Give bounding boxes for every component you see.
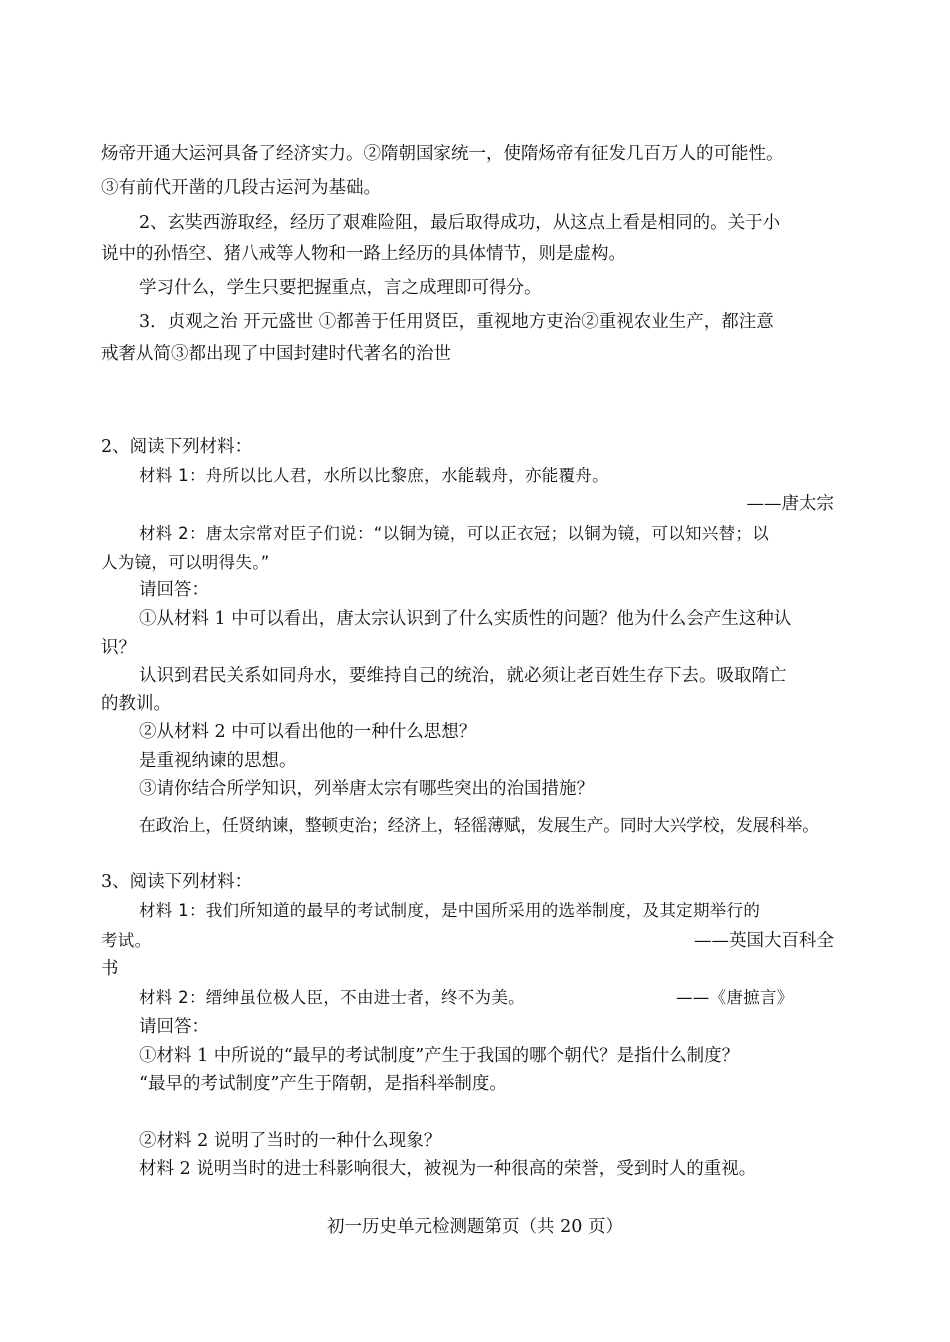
answer-text: 3．贞观之治 开元盛世 ①都善于任用贤臣，重视地方吏治②重视农业生产，都注意 — [139, 312, 774, 332]
section-heading: 3、阅读下列材料： — [101, 872, 253, 892]
prompt-text: 请回答： — [139, 580, 209, 600]
answer-note: 学习什么，学生只要把握重点，言之成理即可得分。 — [139, 278, 542, 298]
question-text: ②材料 2 说明了当时的一种什么现象？ — [139, 1131, 442, 1151]
material-text: 材料 1：舟所以比人君，水所以比黎庶，水能载舟，亦能覆舟。 — [139, 466, 609, 485]
material-text: 材料 2：唐太宗常对臣子们说：“以铜为镜，可以正衣冠；以铜为镜，可以知兴替；以 — [139, 524, 769, 543]
answer-text: 炀帝开通大运河具备了经济实力。②隋朝国家统一，使隋炀帝有征发几百万人的可能性。 — [101, 144, 784, 164]
answer-text: 认识到君民关系如同舟水，要维持自己的统治，就必须让老百姓生存下去。吸取隋亡 — [139, 666, 787, 686]
prompt-text: 请回答： — [139, 1017, 209, 1037]
question-text: ③请你结合所学知识，列举唐太宗有哪些突出的治国措施？ — [139, 779, 594, 799]
material-text: 材料 1：我们所知道的最早的考试制度，是中国所采用的选举制度，及其定期举行的 — [139, 901, 761, 920]
material-text: 考试。 — [101, 931, 152, 950]
question-text: ②从材料 2 中可以看出他的一种什么思想？ — [139, 722, 477, 742]
material-source: ——英国大百科全 — [694, 931, 834, 951]
material-text: 人为镜，可以明得失。” — [101, 553, 270, 572]
answer-text: 是重视纳谏的思想。 — [139, 751, 297, 771]
answer-text: ③有前代开凿的几段古运河为基础。 — [101, 178, 381, 198]
material-source: ——《唐摭言》 — [676, 988, 794, 1007]
answer-text: 戒奢从简③都出现了中国封建时代著名的治世 — [101, 344, 451, 364]
answer-text: 材料 2 说明当时的进士科影响很大，被视为一种很高的荣誉，受到时人的重视。 — [139, 1159, 757, 1179]
section-heading: 2、阅读下列材料： — [101, 437, 253, 457]
page-footer: 初一历史单元检测题第页（共 20 页） — [327, 1217, 623, 1237]
answer-text: 的教训。 — [101, 694, 171, 714]
material-source: ——唐太宗 — [746, 494, 834, 514]
question-text: ①材料 1 中所说的“最早的考试制度”产生于我国的哪个朝代？是指什么制度？ — [139, 1046, 740, 1066]
answer-text: 2、玄奘西游取经，经历了艰难险阻，最后取得成功，从这点上看是相同的。关于小 — [139, 213, 781, 233]
material-text: 材料 2：缙绅虽位极人臣，不由进士者，终不为美。 — [139, 988, 525, 1007]
material-source: 书 — [101, 959, 119, 979]
question-text: ①从材料 1 中可以看出，唐太宗认识到了什么实质性的问题？他为什么会产生这种认 — [139, 609, 792, 629]
answer-text: 在政治上，任贤纳谏，整顿吏治；经济上，轻徭薄赋，发展生产。同时大兴学校，发展科举。 — [139, 815, 819, 835]
answer-text: 说中的孙悟空、猪八戒等人物和一路上经历的具体情节，则是虚构。 — [101, 244, 626, 264]
question-text: 识？ — [101, 638, 136, 658]
answer-text: “最早的考试制度”产生于隋朝，是指科举制度。 — [139, 1074, 507, 1094]
